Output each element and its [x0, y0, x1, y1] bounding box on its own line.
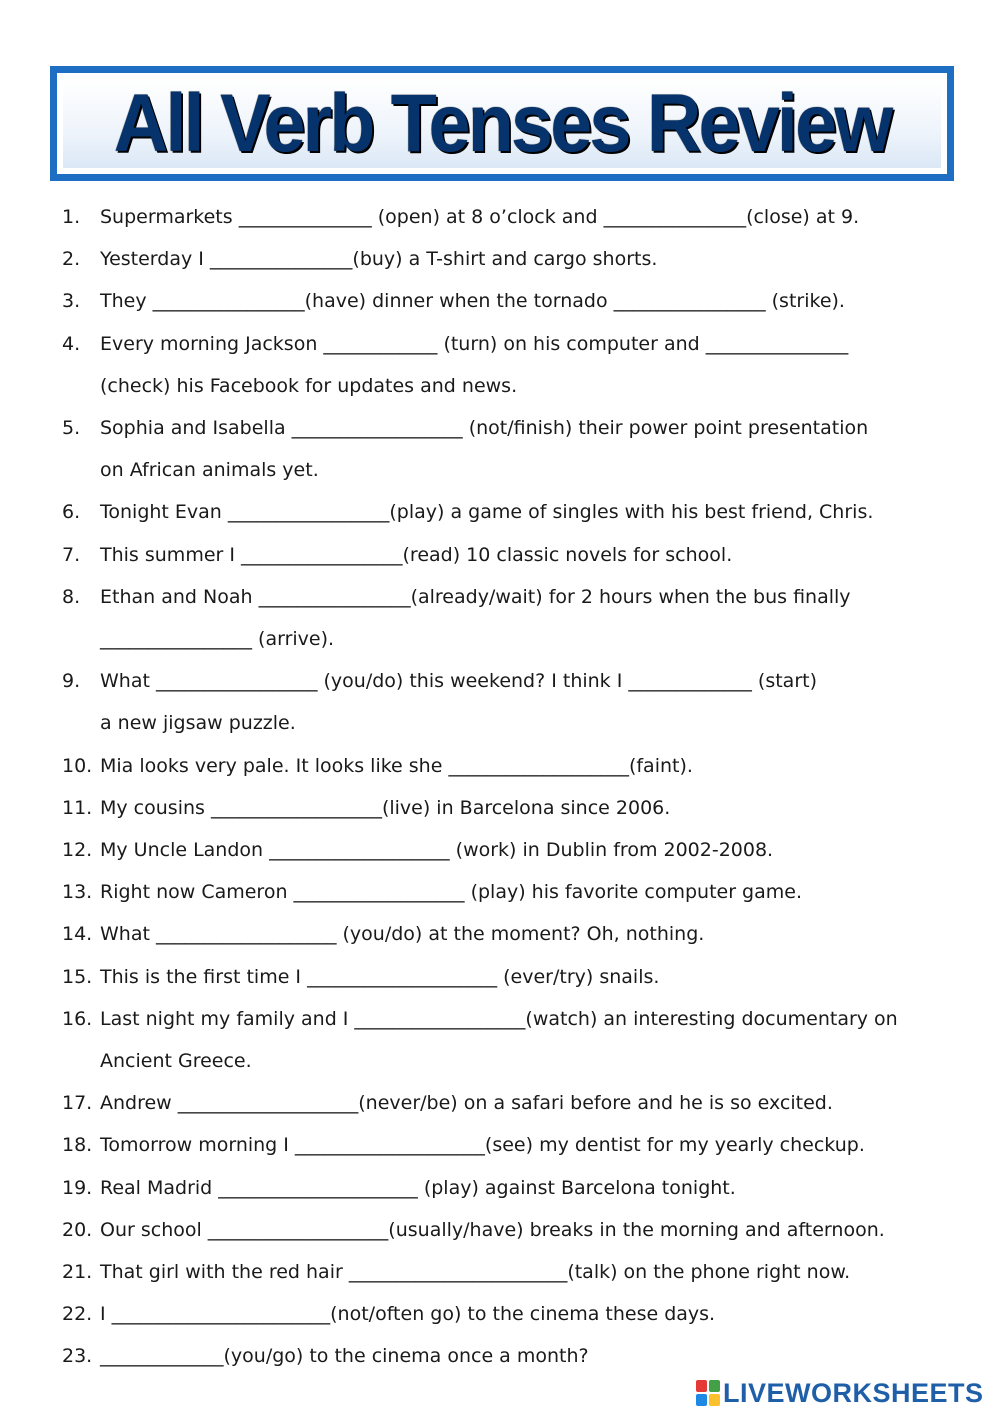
question-text: Yesterday I _______________(buy) a T-shirt and cargo shorts. [100, 248, 658, 271]
question-item [62, 491, 962, 533]
question-number: 1. [62, 206, 81, 228]
question-text: Every morning Jackson ____________ (turn) on his computer and _______________ [100, 332, 849, 355]
question-text: a new jigsaw puzzle. [100, 712, 296, 735]
question-item [62, 1335, 962, 1377]
logo-square [709, 1394, 720, 1406]
question-item [62, 1082, 962, 1124]
question-text: Tomorrow morning I ____________________(see) my dentist for my yearly checkup. [100, 1134, 865, 1157]
logo-square [696, 1394, 707, 1406]
question-text: This is the first time I ____________________ (ever/try) snails. [100, 965, 660, 988]
question-text: (check) his Facebook for updates and news. [100, 374, 518, 397]
logo-square [696, 1380, 707, 1392]
question-text: This summer I _________________(read) 10 classic novels for school. [100, 543, 733, 566]
question-number: 16. [62, 1007, 93, 1030]
question-item [62, 871, 962, 913]
question-item [62, 323, 962, 365]
question-text: Andrew ___________________(never/be) on a safari before and he is so excited. [100, 1092, 833, 1115]
question-item [62, 576, 962, 618]
question-item [62, 1209, 962, 1251]
question-item [62, 956, 962, 998]
question-number: 19. [62, 1176, 93, 1199]
question-number: 8. [62, 585, 81, 608]
question-text: Last night my family and I __________________(watch) an interesting documentary on [100, 1007, 898, 1030]
question-number: 6. [62, 501, 81, 524]
question-number: 13. [62, 881, 93, 904]
question-number: 18. [62, 1134, 93, 1157]
question-text: They ________________(have) dinner when the tornado ________________ (strike). [100, 290, 845, 313]
question-number: 5. [62, 417, 81, 440]
liveworksheets-logo [696, 1377, 984, 1409]
question-text: My cousins __________________(live) in Barcelona since 2006. [100, 796, 671, 819]
question-number: 10. [62, 754, 93, 777]
question-number: 23. [62, 1345, 93, 1368]
question-text: _____________(you/go) to the cinema once a month? [100, 1345, 589, 1368]
question-item [62, 660, 962, 702]
question-item [62, 238, 962, 280]
question-text: Mia looks very pale. It looks like she ___________________(faint). [100, 754, 693, 777]
question-item [62, 998, 962, 1040]
question-number: 14. [62, 923, 93, 946]
question-text: I _______________________(not/often go) to the cinema these days. [100, 1303, 716, 1326]
question-item [62, 1251, 962, 1293]
question-continuation [62, 449, 962, 491]
question-number: 11. [62, 796, 93, 819]
title-banner-inner [63, 79, 941, 168]
question-number: 17. [62, 1092, 93, 1115]
question-list [62, 196, 962, 1378]
question-text: Supermarkets ______________ (open) at 8 o’clock and _______________(close) at 9. [100, 206, 860, 228]
logo-square [709, 1380, 720, 1392]
question-item [62, 1293, 962, 1335]
question-text: Tonight Evan _________________(play) a game of singles with his best friend, Chris. [100, 501, 874, 524]
question-continuation [62, 618, 962, 660]
liveworksheets-icon [696, 1380, 720, 1406]
question-text: My Uncle Landon ___________________ (work) in Dublin from 2002-2008. [100, 839, 774, 862]
question-item [62, 1124, 962, 1166]
question-text: Ancient Greece. [100, 1050, 252, 1073]
question-text: That girl with the red hair _______________________(talk) on the phone right now. [100, 1261, 851, 1284]
question-item [62, 913, 962, 955]
question-text: Ethan and Noah ________________(already/wait) for 2 hours when the bus finally [100, 585, 851, 608]
question-item [62, 534, 962, 576]
question-text: What ___________________ (you/do) at the moment? Oh, nothing. [100, 923, 705, 946]
question-item [62, 1167, 962, 1209]
question-number: 9. [62, 670, 81, 693]
question-number: 12. [62, 839, 93, 862]
question-item [62, 787, 962, 829]
question-item [62, 407, 962, 449]
question-number: 21. [62, 1261, 93, 1284]
question-number: 4. [62, 332, 81, 355]
question-number: 3. [62, 290, 81, 313]
question-item [62, 280, 962, 322]
question-continuation [62, 365, 962, 407]
question-item [62, 829, 962, 871]
question-item [62, 196, 962, 238]
question-item [62, 745, 962, 787]
page-title: All Verb Tenses Review [113, 77, 891, 169]
question-text: on African animals yet. [100, 459, 319, 482]
question-number: 15. [62, 965, 93, 988]
question-text: Right now Cameron __________________ (play) his favorite computer game. [100, 881, 802, 904]
logo-text: LIVEWORKSHEETS [723, 1377, 984, 1408]
question-continuation [62, 702, 962, 744]
question-text: What _________________ (you/do) this weekend? I think I _____________ (start) [100, 670, 817, 693]
question-number: 20. [62, 1218, 93, 1241]
question-text: Sophia and Isabella __________________ (not/finish) their power point presentation [100, 417, 869, 440]
question-text: Real Madrid _____________________ (play) against Barcelona tonight. [100, 1176, 736, 1199]
question-number: 7. [62, 543, 81, 566]
question-number: 2. [62, 248, 81, 271]
question-text: ________________ (arrive). [100, 628, 335, 651]
question-continuation [62, 1040, 962, 1082]
title-banner [50, 66, 954, 181]
question-number: 22. [62, 1303, 93, 1326]
question-text: Our school ___________________(usually/have) breaks in the morning and afternoon. [100, 1218, 885, 1241]
